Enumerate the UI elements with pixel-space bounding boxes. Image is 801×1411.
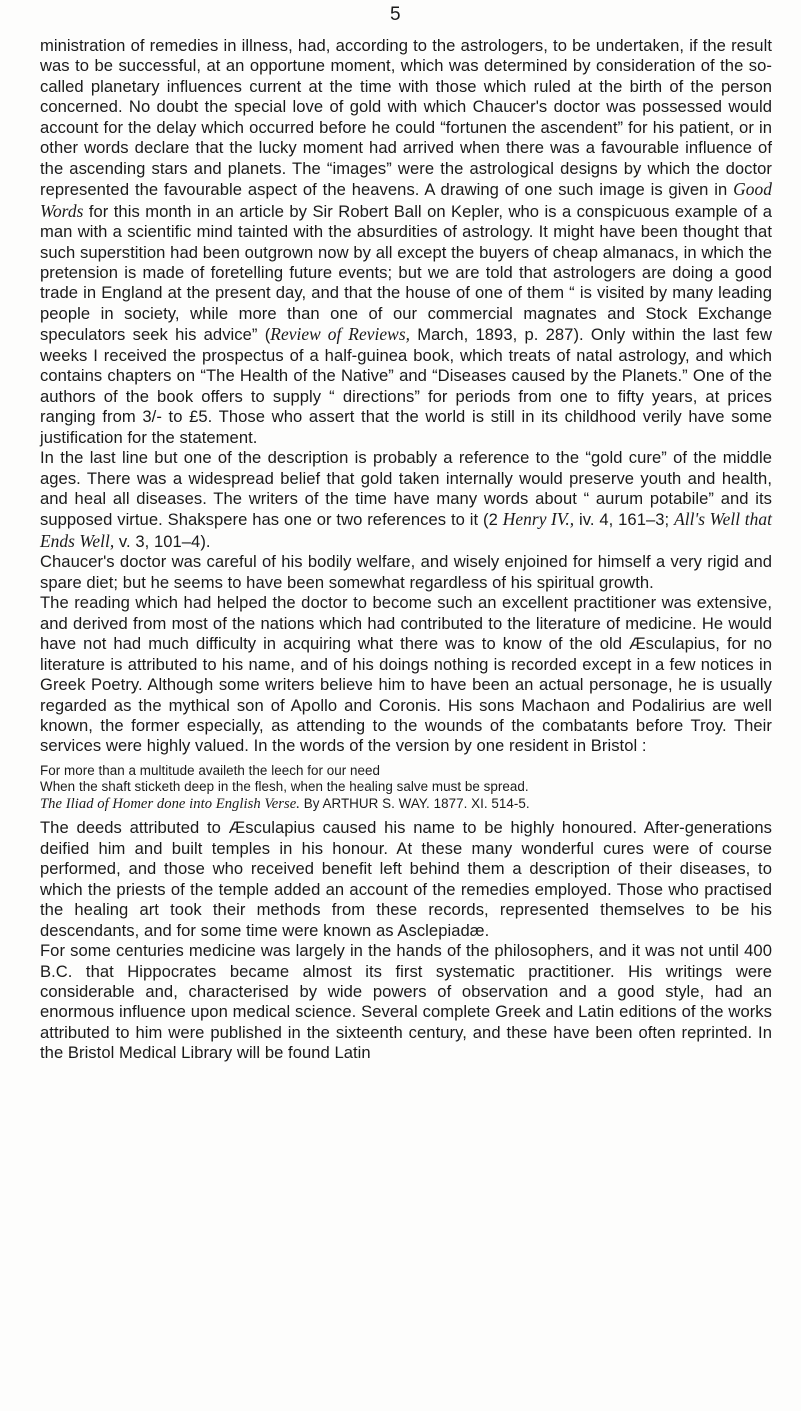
page-number: 5 — [390, 4, 401, 25]
italic-title-henry-iv: Henry IV., — [502, 509, 575, 530]
paragraph-astrology — [40, 36, 772, 448]
citation-author: By ARTHUR S. WAY. 1877. XI. 514-5. — [299, 795, 530, 811]
paragraph-hippocrates: For some centuries medicine was largely in the hands of the philosophers, and it was not until 400 B.C. that Hippocrates became almost its first systematic practitioner. His writings were considerable and, characterised by wide powers of observation and a good style, had an enormous influence upon medical science. Several complete Greek and Latin editions of the works attributed to him were published in the sixteenth century, and these have been often reprinted. In the Bristol Medical Library will be found Latin — [40, 941, 772, 1063]
paragraph-diet: Chaucer's doctor was careful of his bodily welfare, and wisely enjoined for himself a very rigid and spare diet; but he seems to have been somewhat regardless of his spiritual growth. — [40, 552, 772, 592]
italic-title-good-words: Good Words — [40, 179, 772, 221]
paragraph-text: In the last line but one of the description is probably a reference to the “gold cure” of the middle ages. There was a widespread belief that gold taken internally would preserve youth and health, and heal all diseases. The writers of the time have many words about “ aurum potabile” and its supposed virtue. Shakspere has one or two references to it (2 — [40, 448, 772, 530]
verse-line: For more than a multitude availeth the leech for our need — [40, 762, 381, 778]
paragraph-deeds: The deeds attributed to Æsculapius caused his name to be highly honoured. After-generations deified him and built temples in his honour. At these many wonderful cures were of course performed, and those who received benefit left behind them a description of their diseases, to which the priests of the temple added an account of the remedies employed. Those who practised the healing art took their methods from these records, represented themselves to be his descendants, and for some time were known as Asclepiadæ. — [40, 818, 772, 940]
paragraph-text: iv. 4, 161–3; — [574, 510, 675, 530]
paragraph-reading: The reading which had helped the doctor to become such an excellent practitioner was extensive, and derived from most of the nations which had contributed to the literature of medicine. He would have not had much difficulty in acquiring what there was to know of the old Æsculapius, for no literature is attributed to his name, and of his doings nothing is recorded except in a few notices in Greek Poetry. Although some writers believe him to have been an actual personage, he is usually regarded as the mythical son of Apollo and Coronis. His sons Machaon and Podalirius are well known, the former especially, as attending to the wounds of the combatants before Troy. Their services were highly valued. In the words of the version by one resident in Bristol : — [40, 593, 772, 756]
paragraph-text: ministration of remedies in illness, had, according to the astrologers, to be undertaken, if the result was to be successful, at an opportune moment, which was determined by consideration of the so-called planetary influences current at the time with those which ruled at the birth of the person concerned. No doubt the special love of gold with which Chaucer's doctor was possessed would account for the delay which occurred before he could “fortunen the ascendent” for his patient, or in other words declare that the lucky moment had arrived when there was a favourable influence of the ascending stars and planets. The “images” were the astrological designs by which the doctor represented the favourable aspect of the heavens. A drawing of one such image is given in — [40, 36, 772, 200]
italic-title-alls-well: All's Well that Ends Well, — [40, 509, 772, 551]
verse-line: When the shaft sticketh deep in the flesh, when the healing salve must be spread. — [40, 779, 529, 795]
paragraph-text: v. 3, 101–4). — [114, 531, 211, 551]
body-text — [40, 36, 772, 1064]
verse-quotation — [40, 763, 772, 813]
paragraph-gold-cure — [40, 448, 772, 552]
paragraph-text: for this month in an article by Sir Robert Ball on Kepler, who is a conspicuous example of a man with a scientific mind tainted with the absurdities of astrology. It might have been thought that such superstition had been outgrown now by all except the buyers of cheap almanacs, in which the pretension is made of foretelling future events; but we are told that astrologers are doing a good trade in England at the present day, and that the house of one of them “ is visited by many leading people in society, while more than one of our commercial magnates and Stock Exchange speculators seek his advice” ( — [40, 201, 772, 345]
verse-citation — [40, 796, 772, 813]
paragraph-text: March, 1893, p. 287). Only within the last few weeks I received the prospectus of a half-guinea book, which treats of natal astrology, and which contains chapters on “The Health of the Native” and “Diseases caused by the Planets.” One of the authors of the book offers to supply “ directions” for periods from one to fifty years, at prices ranging from 3/- to £5. Those who assert that the world is still in its childhood verily have some justification for the statement. — [40, 325, 772, 447]
italic-title-review-of-reviews: Review of Reviews, — [270, 324, 411, 345]
citation-title: The Iliad of Homer done into English Verse. — [40, 795, 300, 812]
